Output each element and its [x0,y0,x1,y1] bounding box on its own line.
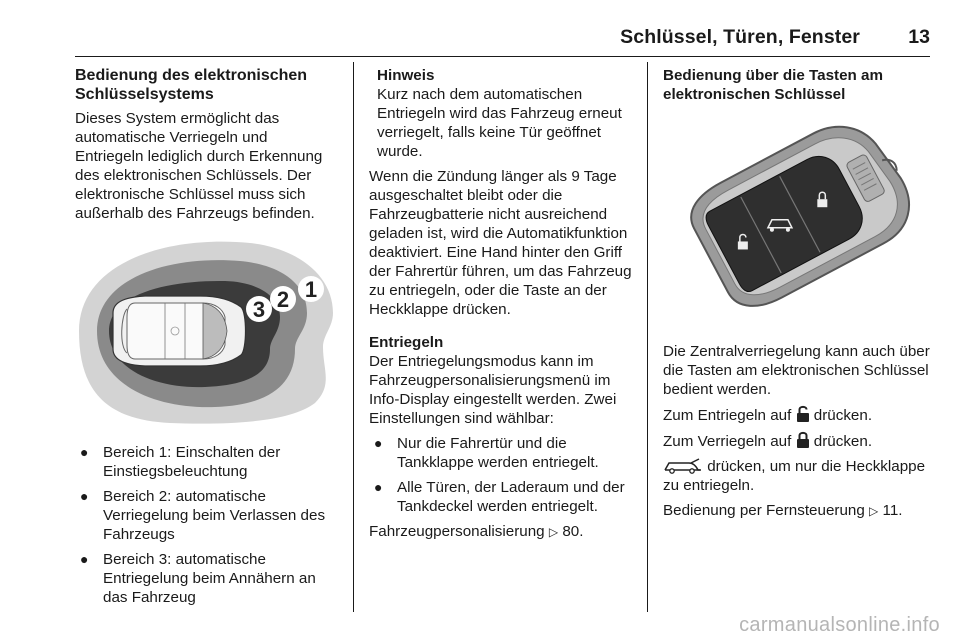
section-heading: Bedienung des elektronischen Schlüsselsystems [75,67,308,103]
automatic-function-paragraph: Wenn die Zündung länger als 9 Tage ausgeschaltet bleibt oder die Fahrzeugbatterie nicht ausreichend geladen ist, wird die Automatikfunktion deaktiviert. Eine Hand hinter den Griff der Fahrertür führen, um das Fahrzeug zu entriegeln, oder die Taste an der Heckklappe drücken. [369,168,632,318]
svg-text:2: 2 [276,287,290,312]
column-divider-2 [647,62,648,612]
remote-intro-paragraph: Die Zentralverriegelung kann auch über die Tasten am elektronischen Schlüssel bedient werden. [663,343,930,398]
svg-text:3: 3 [252,297,266,322]
list-item: ● Bereich 1: Einschalten der Einstiegsbeleuchtung [80,444,281,480]
list-item: ● Alle Türen, der Laderaum und der Tankdeckel werden entriegelt. [374,479,625,515]
section-heading: Bedienung über die Tasten am elektronischen Schlüssel [663,67,883,103]
reference-link[interactable]: 11. [882,502,903,519]
zone-label-3 [246,296,272,322]
list-item: ● Bereich 2: automatische Verriegelung beim Verlassen des Fahrzeugs [80,488,326,543]
column-right [663,66,930,527]
unlock-mode-list [369,434,634,516]
watermark: carmanualsonline.info [739,614,940,636]
reference-link[interactable]: 80. [562,523,584,540]
note-box [377,66,634,161]
note-title: Hinweis [377,67,435,84]
unlock-instruction: Zum Entriegeln auf drücken. [663,407,873,424]
column-divider-1 [353,62,354,612]
page-reference-icon: ▷ [869,504,879,518]
personalisation-reference: Fahrzeugpersonalisierung ▷ 80. [369,523,584,540]
car-icon [113,296,246,366]
entriegeln-heading: Entriegeln [369,334,444,351]
electronic-key-image [663,112,930,332]
unlock-icon [796,405,810,423]
header-title: Schlüssel, Türen, Fenster [620,26,860,48]
header-rule [75,56,930,57]
page-number: 13 [908,26,930,48]
list-item: ● Bereich 3: automatische Entriegelung beim Annähern an das Fahrzeug [80,551,316,606]
lock-instruction: Zum Verriegeln auf drücken. [663,433,873,450]
column-middle [369,66,634,548]
note-text: Kurz nach dem automatischen Entriegeln wird das Fahrzeug erneut verriegelt, falls keine Tür geöffnet wurde. [377,86,622,160]
zone-label-2 [270,286,296,312]
tailgate-icon [663,458,703,474]
list-item: ● Nur die Fahrertür und die Tankklappe werden entriegelt. [374,435,599,471]
zone-label-1 [298,276,324,302]
entriegeln-paragraph: Der Entriegelungsmodus kann im Fahrzeugpersonalisierungsmenü im Info-Display eingestellt werden. Zwei Einstellungen sind wählbar: [369,353,617,427]
zone-diagram [75,235,337,425]
remote-reference: Bedienung per Fernsteuerung ▷ 11. [663,502,903,519]
svg-text:1: 1 [304,277,318,302]
intro-paragraph: Dieses System ermöglicht das automatische Verriegeln und Entriegeln lediglich durch Erkennung des elektronischen Schlüssels. Der elektronische Schlüssel muss sich außerhalb des Fahrzeugs befinden. [75,110,323,222]
lock-icon [796,431,810,449]
column-left [75,66,337,613]
zone-bullet-list [75,443,337,607]
tailgate-instruction: drücken, um nur die Heckklappe zu entriegeln. [663,458,926,494]
page-reference-icon: ▷ [548,525,559,539]
